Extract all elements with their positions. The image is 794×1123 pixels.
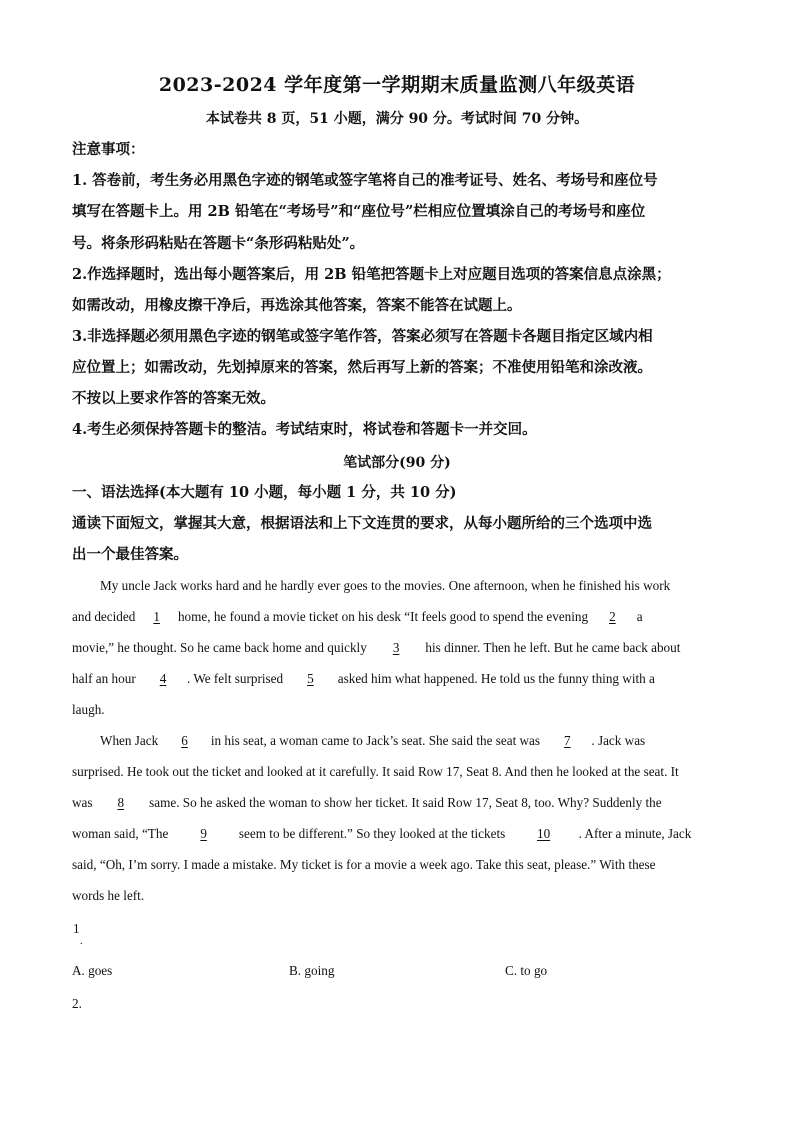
notes-line: 1. 答卷前，考生务必用黑色字迹的钢笔或签字笔将自己的准考证号、姓名、考场号和座位号: [72, 172, 658, 189]
section-instruction: 出一个最佳答案。: [72, 546, 188, 563]
section-heading: 一、语法选择(本大题有 10 小题，每小题 1 分，共 10 分): [72, 484, 457, 501]
passage-line: and decided 1 home, he found a movie ticket on his desk “It feels good to spend the evening 2 a: [72, 601, 722, 632]
question-1-option-a[interactable]: A. goes: [72, 963, 113, 978]
passage-line: surprised. He took out the ticket and looked at it carefully. It said Row 17, Seat 8. And then he looked at the seat. It: [72, 764, 679, 779]
notes-line: 4.考生必须保持答题卡的整洁。考试结束时，将试卷和答题卡一并交回。: [72, 421, 537, 438]
question-1-number: 1: [73, 921, 80, 936]
answer-blank: 7: [564, 733, 571, 748]
notes-line: 填写在答题卡上。用 2B 铅笔在“考场号”和“座位号”栏相应位置填涂自己的考场号和座位: [72, 203, 646, 220]
passage-line: was 8 same. So he asked the woman to show her ticket. It said Row 17, Seat 8, too. Why? Suddenly the: [72, 787, 722, 818]
part-title: 笔试部分(90 分): [343, 455, 451, 471]
question-1-option-b[interactable]: B. going: [289, 963, 335, 978]
notes-line: 3.非选择题必须用黑色字迹的钢笔或签字笔作答，答案必须写在答题卡各题目指定区域内相: [72, 328, 653, 345]
notes-line: 2.作选择题时，选出每小题答案后，用 2B 铅笔把答题卡上对应题目选项的答案信息点涂黑；: [72, 266, 671, 283]
passage-line: My uncle Jack works hard and he hardly ever goes to the movies. One afternoon, when he finished his work: [100, 578, 671, 593]
answer-blank: 9: [200, 826, 207, 841]
question-1-option-c[interactable]: C. to go: [505, 963, 548, 978]
answer-blank: 10: [536, 826, 551, 841]
answer-blank: 4: [159, 671, 167, 686]
passage-line: laugh.: [72, 702, 105, 717]
question-2-number: 2.: [72, 996, 82, 1011]
passage-line: woman said, “The 9 seem to be different.” So they looked at the tickets 10 . After a minute, Jack: [72, 818, 722, 849]
notes-line: 号。将条形码粘贴在答题卡“条形码粘贴处”。: [72, 235, 365, 252]
answer-blank: 5: [307, 671, 314, 686]
answer-blank: 3: [392, 640, 400, 655]
notes-line: 不按以上要求作答的答案无效。: [72, 390, 275, 407]
answer-blank: 8: [117, 795, 125, 810]
exam-title: 2023-2024 学年度第一学期期末质量监测八年级英语: [158, 74, 636, 96]
notes-line: 应位置上；如需改动，先划掉原来的答案，然后再写上新的答案；不准使用铅笔和涂改液。: [72, 359, 652, 376]
reading-passage: [72, 570, 722, 911]
passage-line: said, “Oh, I’m sorry. I made a mistake. My ticket is for a movie a week ago. Take this seat, please.” With these: [72, 857, 656, 872]
passage-line: half an hour 4 . We felt surprised 5 asked him what happened. He told us the funny thing with a: [72, 663, 722, 694]
section-instruction: 通读下面短文，掌握其大意，根据语法和上下文连贯的要求，从每小题所给的三个选项中选: [72, 515, 652, 532]
question-1-dot: .: [80, 936, 83, 947]
passage-line: movie,” he thought. So he came back home and quickly 3 his dinner. Then he left. But he came back about: [72, 632, 722, 663]
passage-line: words he left.: [72, 888, 145, 903]
notes-heading: 注意事项：: [72, 141, 145, 158]
answer-blank: 2: [609, 609, 616, 624]
exam-subtitle: 本试卷共 8 页，51 小题，满分 90 分。考试时间 70 分钟。: [205, 111, 589, 127]
answer-blank: 6: [181, 733, 188, 748]
passage-line: When Jack 6 in his seat, a woman came to Jack’s seat. She said the seat was 7 . Jack was: [72, 725, 722, 756]
answer-blank: 1: [153, 609, 160, 624]
notes-line: 如需改动，用橡皮擦干净后，再选涂其他答案，答案不能答在试题上。: [72, 297, 522, 314]
